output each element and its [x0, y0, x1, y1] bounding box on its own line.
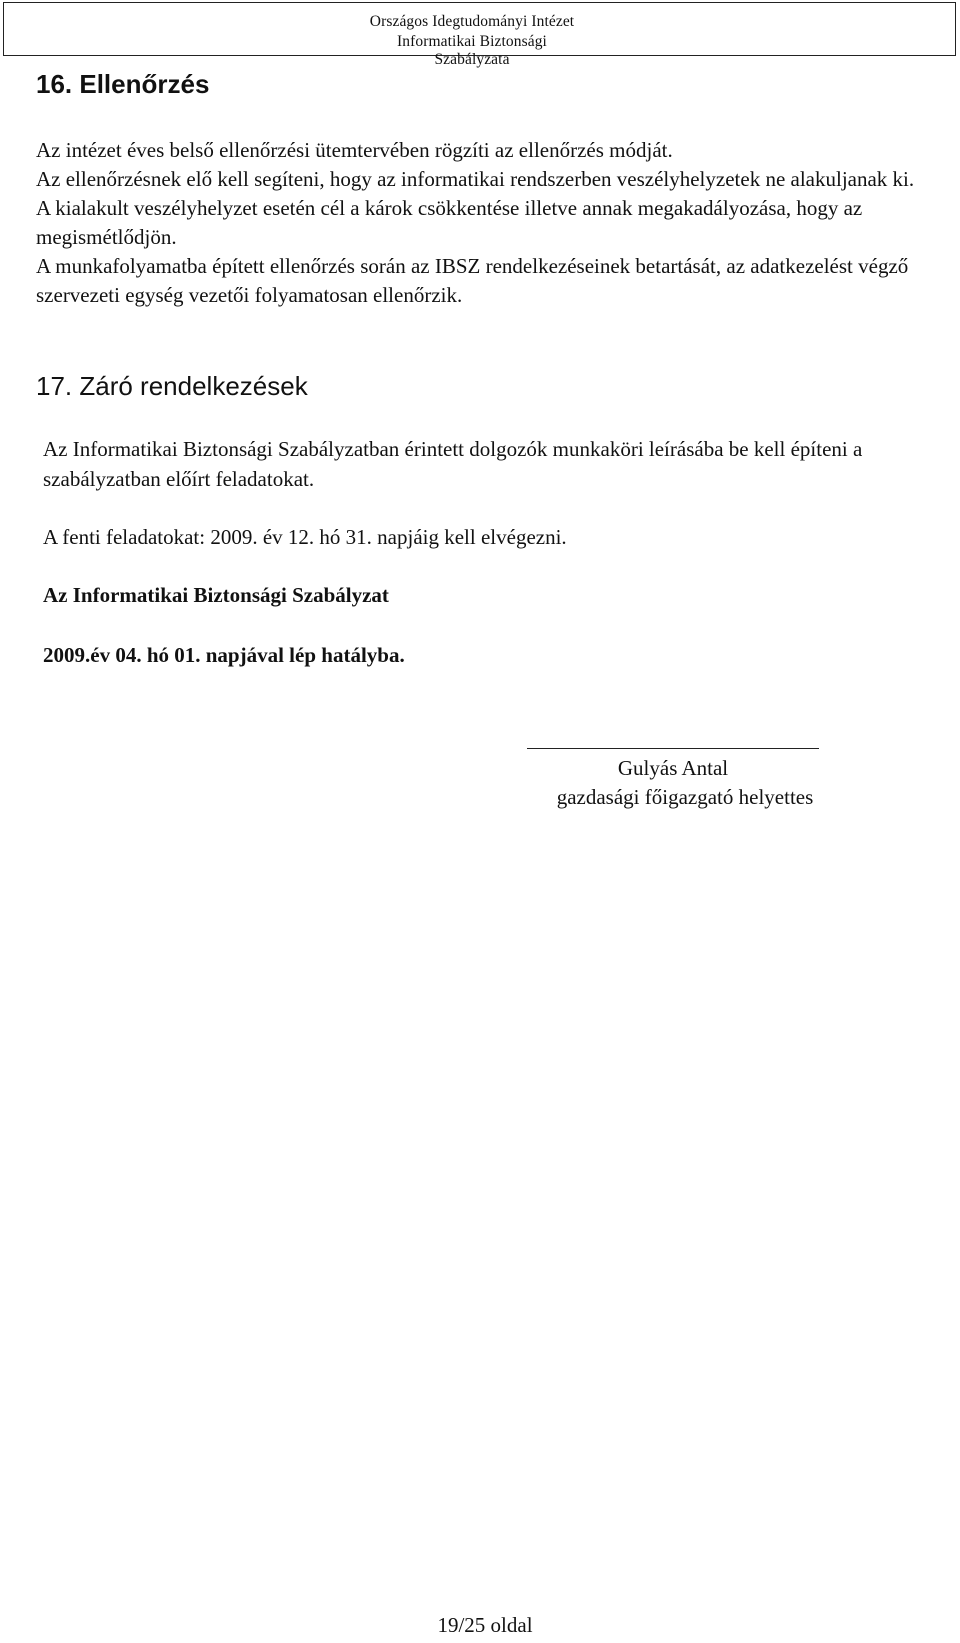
section-17-heading: 17. Záró rendelkezések [36, 371, 308, 401]
section-16-heading: 16. Ellenőrzés [36, 69, 210, 99]
effective-statement-line-1: Az Informatikai Biztonsági Szabályzat [43, 583, 389, 607]
section-17-paragraph-2: A fenti feladatokat: 2009. év 12. hó 31. napjáig kell elvégezni. [43, 525, 567, 549]
effective-statement-line-2: 2009.év 04. hó 01. napjával lép hatályba. [43, 643, 405, 667]
section-16-paragraph-1: Az intézet éves belső ellenőrzési ütemtervében rögzíti az ellenőrzés módját. [36, 138, 673, 162]
signature-line [527, 748, 819, 749]
page-header [3, 2, 956, 68]
section-16-paragraph-3: A munkafolyamatba épített ellenőrzés során az IBSZ rendelkezéseinek betartását, az adatkezelést végző szervezeti egység vezetői folyamatosan ellenőrzik. [36, 254, 909, 307]
header-document-title: Informatikai Biztonsági Szabályzata [397, 33, 547, 68]
signatory-title: gazdasági főigazgató helyettes [556, 785, 814, 809]
header-institution: Országos Idegtudományi Intézet [369, 13, 575, 30]
section-17-paragraph-1: Az Informatikai Biztonsági Szabályzatban érintett dolgozók munkaköri leírásába be kell építeni a szabályzatban előírt feladatokat. [43, 437, 863, 491]
signatory-name: Gulyás Antal [617, 756, 729, 780]
section-16-paragraph-2: Az ellenőrzésnek elő kell segíteni, hogy az informatikai rendszerben veszélyhelyzetek ne alakuljanak ki. A kialakult veszélyhelyzet esetén cél a károk csökkentése illetve annak megakadályozása, hogy az megismétlődjön. [36, 167, 915, 249]
page-number: 19/25 oldal [437, 1613, 533, 1637]
